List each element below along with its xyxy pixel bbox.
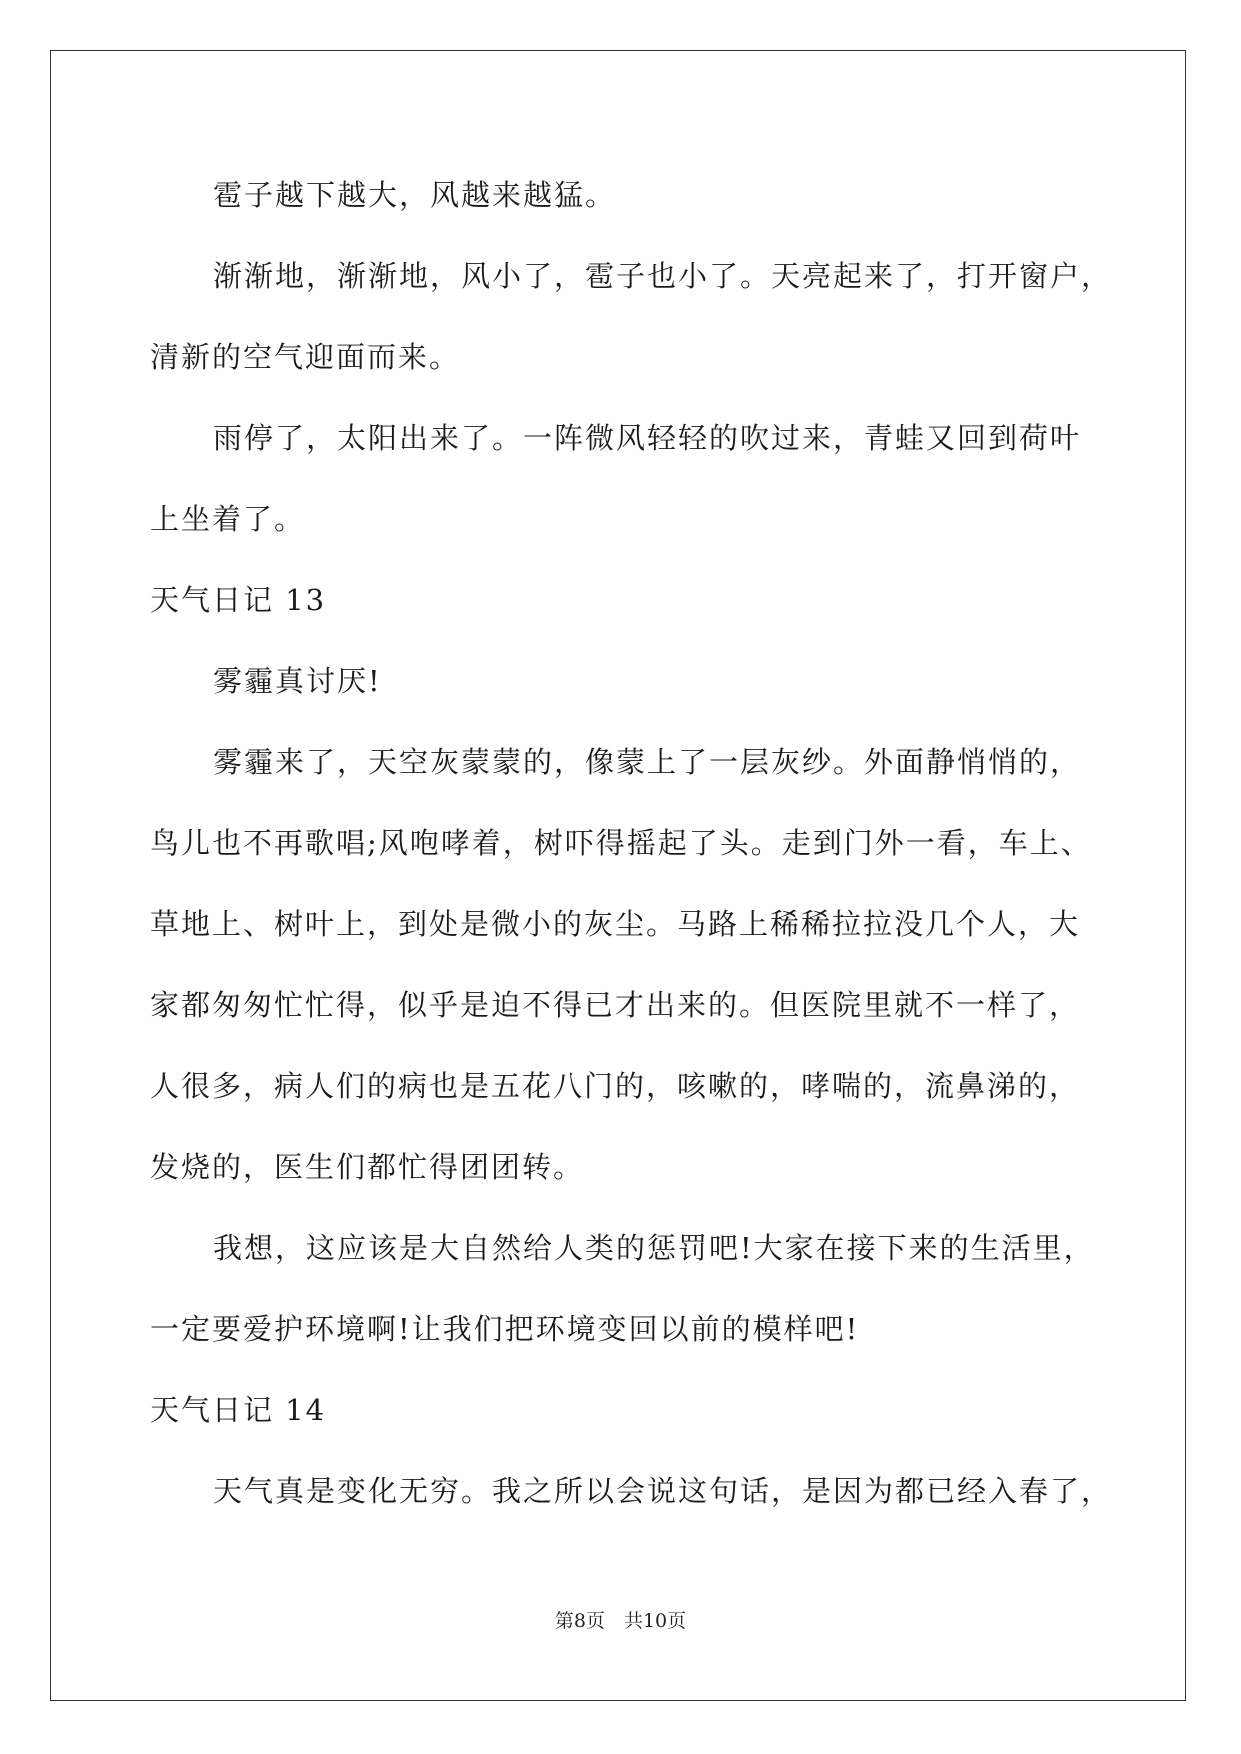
paragraph-line: 雨停了，太阳出来了。一阵微风轻轻的吹过来，青蛙又回到荷叶 [213, 421, 1082, 455]
paragraph-line: 雾霾来了，天空灰蒙蒙的，像蒙上了一层灰纱。外面静悄悄的， [213, 745, 1082, 779]
paragraph-line: 鸟儿也不再歌唱;风咆哮着，树吓得摇起了头。走到门外一看，车上、 [150, 826, 1092, 860]
paragraph-line: 天气真是变化无穷。我之所以会说这句话，是因为都已经入春了， [213, 1474, 1113, 1508]
section-heading: 天气日记 14 [150, 1393, 327, 1427]
section-heading: 天气日记 13 [150, 583, 327, 617]
document-body [150, 155, 1113, 1532]
paragraph-line: 雾霾真讨厌! [213, 664, 382, 698]
paragraph-line: 上坐着了。 [150, 502, 306, 536]
paragraph-line: 清新的空气迎面而来。 [150, 340, 461, 374]
paragraph-line: 雹子越下越大，风越来越猛。 [213, 178, 617, 212]
paragraph-line: 渐渐地，渐渐地，风小了，雹子也小了。天亮起来了，打开窗户， [213, 259, 1113, 293]
paragraph-line: 发烧的，医生们都忙得团团转。 [150, 1150, 585, 1184]
paragraph-line: 一定要爱护环境啊!让我们把环境变回以前的模样吧! [150, 1312, 860, 1346]
paragraph-line: 草地上、树叶上，到处是微小的灰尘。马路上稀稀拉拉没几个人，大 [150, 907, 1081, 941]
paragraph-line: 人很多，病人们的病也是五花八门的，咳嗽的，哮喘的，流鼻涕的， [150, 1069, 1081, 1103]
paragraph-line: 家都匆匆忙忙得，似乎是迫不得已才出来的。但医院里就不一样了， [150, 988, 1081, 1022]
page-number-footer: 第8页 共10页 [554, 1610, 687, 1632]
paragraph-line: 我想，这应该是大自然给人类的惩罚吧!大家在接下来的生活里， [213, 1231, 1095, 1265]
